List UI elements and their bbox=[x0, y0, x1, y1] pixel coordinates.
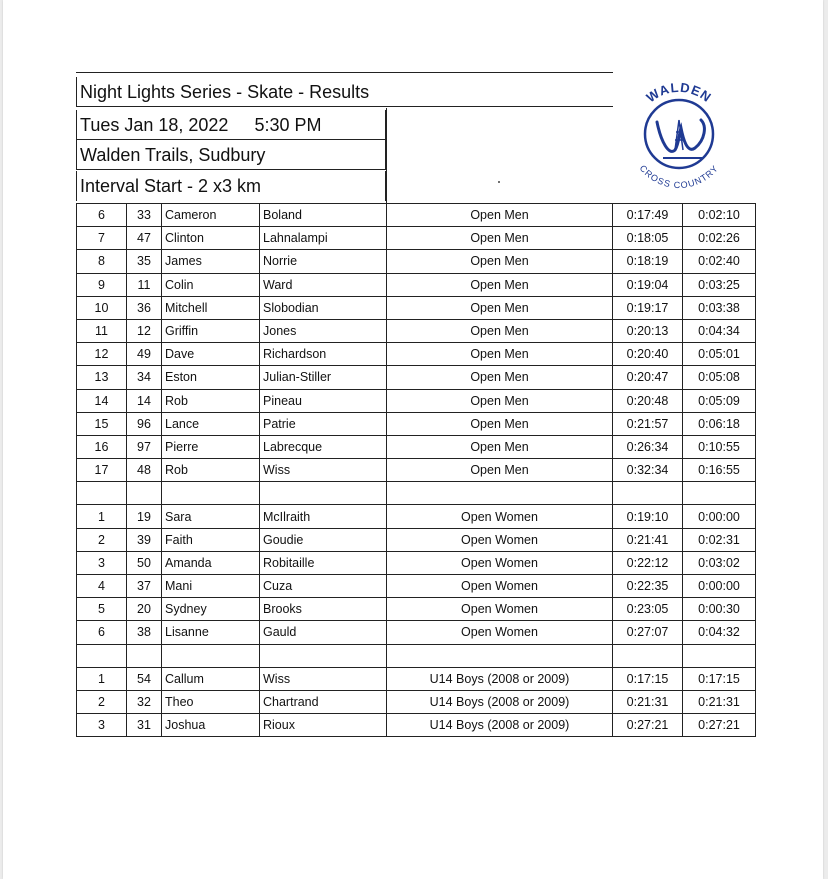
last-name-cell: Jones bbox=[260, 319, 387, 342]
place-cell: 3 bbox=[77, 714, 127, 737]
empty-cell bbox=[387, 644, 613, 667]
time-cell: 0:22:35 bbox=[613, 575, 683, 598]
time-behind-cell: 0:05:08 bbox=[683, 366, 756, 389]
bib-cell: 12 bbox=[127, 319, 162, 342]
first-name-cell: James bbox=[162, 250, 260, 273]
category-cell: Open Women bbox=[387, 621, 613, 644]
empty-cell bbox=[77, 644, 127, 667]
empty-cell bbox=[683, 482, 756, 505]
event-date: Tues Jan 18, 2022 bbox=[80, 115, 229, 135]
bib-cell: 33 bbox=[127, 204, 162, 227]
last-name-cell: Lahnalampi bbox=[260, 227, 387, 250]
logo-top-text: WALDEN bbox=[643, 79, 715, 106]
results-title: Night Lights Series - Skate - Results bbox=[76, 77, 613, 107]
table-row bbox=[77, 459, 756, 482]
last-name-cell: Ward bbox=[260, 273, 387, 296]
table-row bbox=[77, 667, 756, 690]
time-behind-cell: 0:02:31 bbox=[683, 528, 756, 551]
time-cell: 0:27:21 bbox=[613, 714, 683, 737]
time-cell: 0:20:47 bbox=[613, 366, 683, 389]
bib-cell: 48 bbox=[127, 459, 162, 482]
category-cell: Open Men bbox=[387, 250, 613, 273]
bib-cell: 37 bbox=[127, 575, 162, 598]
bib-cell: 97 bbox=[127, 435, 162, 458]
time-behind-cell: 0:03:25 bbox=[683, 273, 756, 296]
first-name-cell: Mitchell bbox=[162, 296, 260, 319]
empty-cell bbox=[162, 482, 260, 505]
time-cell: 0:20:48 bbox=[613, 389, 683, 412]
time-cell: 0:21:57 bbox=[613, 412, 683, 435]
place-cell: 2 bbox=[77, 528, 127, 551]
category-cell: Open Men bbox=[387, 319, 613, 342]
empty-cell bbox=[127, 482, 162, 505]
empty-cell bbox=[162, 644, 260, 667]
first-name-cell: Lance bbox=[162, 412, 260, 435]
time-cell: 0:20:40 bbox=[613, 343, 683, 366]
first-name-cell: Mani bbox=[162, 575, 260, 598]
empty-cell bbox=[613, 644, 683, 667]
first-name-cell: Colin bbox=[162, 273, 260, 296]
last-name-cell: Robitaille bbox=[260, 551, 387, 574]
bib-cell: 32 bbox=[127, 690, 162, 713]
table-row bbox=[77, 227, 756, 250]
place-cell: 6 bbox=[77, 621, 127, 644]
first-name-cell: Theo bbox=[162, 690, 260, 713]
results-body bbox=[77, 204, 756, 737]
time-behind-cell: 0:00:30 bbox=[683, 598, 756, 621]
place-cell: 4 bbox=[77, 575, 127, 598]
bib-cell: 31 bbox=[127, 714, 162, 737]
category-cell: Open Women bbox=[387, 598, 613, 621]
time-behind-cell: 0:03:02 bbox=[683, 551, 756, 574]
place-cell: 6 bbox=[77, 204, 127, 227]
table-row bbox=[77, 505, 756, 528]
time-behind-cell: 0:02:26 bbox=[683, 227, 756, 250]
time-behind-cell: 0:05:09 bbox=[683, 389, 756, 412]
last-name-cell: Brooks bbox=[260, 598, 387, 621]
category-cell: Open Women bbox=[387, 528, 613, 551]
category-cell: Open Men bbox=[387, 204, 613, 227]
table-row bbox=[77, 575, 756, 598]
first-name-cell: Faith bbox=[162, 528, 260, 551]
category-cell: Open Women bbox=[387, 551, 613, 574]
empty-cell bbox=[613, 482, 683, 505]
time-cell: 0:26:34 bbox=[613, 435, 683, 458]
time-cell: 0:17:15 bbox=[613, 667, 683, 690]
place-cell: 9 bbox=[77, 273, 127, 296]
last-name-cell: Patrie bbox=[260, 412, 387, 435]
place-cell: 11 bbox=[77, 319, 127, 342]
empty-cell bbox=[387, 482, 613, 505]
last-name-cell: Rioux bbox=[260, 714, 387, 737]
table-row bbox=[77, 528, 756, 551]
last-name-cell: Boland bbox=[260, 204, 387, 227]
time-cell: 0:23:05 bbox=[613, 598, 683, 621]
last-name-cell: Cuza bbox=[260, 575, 387, 598]
place-cell: 8 bbox=[77, 250, 127, 273]
time-behind-cell: 0:06:18 bbox=[683, 412, 756, 435]
last-name-cell: Gauld bbox=[260, 621, 387, 644]
time-behind-cell: 0:00:00 bbox=[683, 575, 756, 598]
category-cell: Open Men bbox=[387, 296, 613, 319]
bib-cell: 34 bbox=[127, 366, 162, 389]
category-cell: Open Men bbox=[387, 273, 613, 296]
category-cell: Open Men bbox=[387, 389, 613, 412]
walden-logo bbox=[623, 78, 735, 190]
time-behind-cell: 0:04:32 bbox=[683, 621, 756, 644]
time-cell: 0:32:34 bbox=[613, 459, 683, 482]
table-row bbox=[77, 250, 756, 273]
bib-cell: 49 bbox=[127, 343, 162, 366]
bib-cell: 47 bbox=[127, 227, 162, 250]
first-name-cell: Pierre bbox=[162, 435, 260, 458]
results-table bbox=[76, 203, 756, 737]
place-cell: 15 bbox=[77, 412, 127, 435]
first-name-cell: Sara bbox=[162, 505, 260, 528]
category-cell: Open Men bbox=[387, 435, 613, 458]
bib-cell: 36 bbox=[127, 296, 162, 319]
category-cell: Open Men bbox=[387, 343, 613, 366]
table-row bbox=[77, 389, 756, 412]
time-cell: 0:21:41 bbox=[613, 528, 683, 551]
first-name-cell: Griffin bbox=[162, 319, 260, 342]
last-name-cell: Slobodian bbox=[260, 296, 387, 319]
table-row bbox=[77, 551, 756, 574]
stray-mark bbox=[498, 181, 500, 183]
time-cell: 0:21:31 bbox=[613, 690, 683, 713]
bib-cell: 20 bbox=[127, 598, 162, 621]
bib-cell: 50 bbox=[127, 551, 162, 574]
table-row bbox=[77, 343, 756, 366]
table-row bbox=[77, 435, 756, 458]
table-row bbox=[77, 366, 756, 389]
empty-cell bbox=[127, 644, 162, 667]
event-time: 5:30 PM bbox=[254, 115, 322, 135]
last-name-cell: McIlraith bbox=[260, 505, 387, 528]
table-row bbox=[77, 714, 756, 737]
place-cell: 16 bbox=[77, 435, 127, 458]
time-behind-cell: 0:17:15 bbox=[683, 667, 756, 690]
table-row bbox=[77, 621, 756, 644]
place-cell: 13 bbox=[77, 366, 127, 389]
place-cell: 1 bbox=[77, 667, 127, 690]
time-cell: 0:18:05 bbox=[613, 227, 683, 250]
table-row bbox=[77, 273, 756, 296]
last-name-cell: Richardson bbox=[260, 343, 387, 366]
event-format: Interval Start - 2 x3 km bbox=[76, 171, 386, 201]
group-separator-row bbox=[77, 644, 756, 667]
category-cell: Open Women bbox=[387, 505, 613, 528]
group-separator-row bbox=[77, 482, 756, 505]
header-top-rule bbox=[76, 72, 613, 73]
time-cell: 0:18:19 bbox=[613, 250, 683, 273]
time-behind-cell: 0:05:01 bbox=[683, 343, 756, 366]
first-name-cell: Clinton bbox=[162, 227, 260, 250]
header-divider bbox=[386, 108, 387, 203]
time-cell: 0:19:04 bbox=[613, 273, 683, 296]
place-cell: 1 bbox=[77, 505, 127, 528]
svg-text:WALDEN bbox=[644, 80, 715, 105]
category-cell: U14 Boys (2008 or 2009) bbox=[387, 667, 613, 690]
time-behind-cell: 0:16:55 bbox=[683, 459, 756, 482]
first-name-cell: Eston bbox=[162, 366, 260, 389]
category-cell: Open Men bbox=[387, 227, 613, 250]
bib-cell: 11 bbox=[127, 273, 162, 296]
first-name-cell: Callum bbox=[162, 667, 260, 690]
last-name-cell: Wiss bbox=[260, 459, 387, 482]
table-row bbox=[77, 598, 756, 621]
first-name-cell: Joshua bbox=[162, 714, 260, 737]
place-cell: 3 bbox=[77, 551, 127, 574]
empty-cell bbox=[77, 482, 127, 505]
event-location: Walden Trails, Sudbury bbox=[76, 140, 386, 170]
first-name-cell: Rob bbox=[162, 459, 260, 482]
time-behind-cell: 0:02:40 bbox=[683, 250, 756, 273]
time-cell: 0:19:10 bbox=[613, 505, 683, 528]
time-behind-cell: 0:03:38 bbox=[683, 296, 756, 319]
last-name-cell: Chartrand bbox=[260, 690, 387, 713]
time-behind-cell: 0:04:34 bbox=[683, 319, 756, 342]
time-behind-cell: 0:27:21 bbox=[683, 714, 756, 737]
category-cell: Open Women bbox=[387, 575, 613, 598]
last-name-cell: Goudie bbox=[260, 528, 387, 551]
table-row bbox=[77, 319, 756, 342]
table-row bbox=[77, 296, 756, 319]
bib-cell: 19 bbox=[127, 505, 162, 528]
place-cell: 14 bbox=[77, 389, 127, 412]
category-cell: Open Men bbox=[387, 366, 613, 389]
bib-cell: 14 bbox=[127, 389, 162, 412]
table-row bbox=[77, 204, 756, 227]
time-behind-cell: 0:00:00 bbox=[683, 505, 756, 528]
place-cell: 12 bbox=[77, 343, 127, 366]
bib-cell: 54 bbox=[127, 667, 162, 690]
event-date-time bbox=[76, 110, 386, 140]
results-sheet bbox=[3, 0, 823, 879]
bib-cell: 39 bbox=[127, 528, 162, 551]
time-behind-cell: 0:10:55 bbox=[683, 435, 756, 458]
bib-cell: 38 bbox=[127, 621, 162, 644]
time-cell: 0:22:12 bbox=[613, 551, 683, 574]
logo-bottom-text: CROSS COUNTRY bbox=[637, 163, 721, 190]
category-cell: U14 Boys (2008 or 2009) bbox=[387, 690, 613, 713]
category-cell: Open Men bbox=[387, 459, 613, 482]
last-name-cell: Wiss bbox=[260, 667, 387, 690]
first-name-cell: Lisanne bbox=[162, 621, 260, 644]
time-behind-cell: 0:02:10 bbox=[683, 204, 756, 227]
empty-cell bbox=[260, 644, 387, 667]
place-cell: 7 bbox=[77, 227, 127, 250]
empty-cell bbox=[683, 644, 756, 667]
category-cell: U14 Boys (2008 or 2009) bbox=[387, 714, 613, 737]
time-behind-cell: 0:21:31 bbox=[683, 690, 756, 713]
last-name-cell: Pineau bbox=[260, 389, 387, 412]
category-cell: Open Men bbox=[387, 412, 613, 435]
table-row bbox=[77, 690, 756, 713]
bib-cell: 96 bbox=[127, 412, 162, 435]
place-cell: 10 bbox=[77, 296, 127, 319]
empty-cell bbox=[260, 482, 387, 505]
last-name-cell: Norrie bbox=[260, 250, 387, 273]
first-name-cell: Dave bbox=[162, 343, 260, 366]
first-name-cell: Rob bbox=[162, 389, 260, 412]
table-row bbox=[77, 412, 756, 435]
bib-cell: 35 bbox=[127, 250, 162, 273]
last-name-cell: Labrecque bbox=[260, 435, 387, 458]
first-name-cell: Cameron bbox=[162, 204, 260, 227]
place-cell: 5 bbox=[77, 598, 127, 621]
time-cell: 0:20:13 bbox=[613, 319, 683, 342]
time-cell: 0:27:07 bbox=[613, 621, 683, 644]
first-name-cell: Sydney bbox=[162, 598, 260, 621]
time-cell: 0:19:17 bbox=[613, 296, 683, 319]
last-name-cell: Julian-Stiller bbox=[260, 366, 387, 389]
time-cell: 0:17:49 bbox=[613, 204, 683, 227]
place-cell: 2 bbox=[77, 690, 127, 713]
place-cell: 17 bbox=[77, 459, 127, 482]
first-name-cell: Amanda bbox=[162, 551, 260, 574]
